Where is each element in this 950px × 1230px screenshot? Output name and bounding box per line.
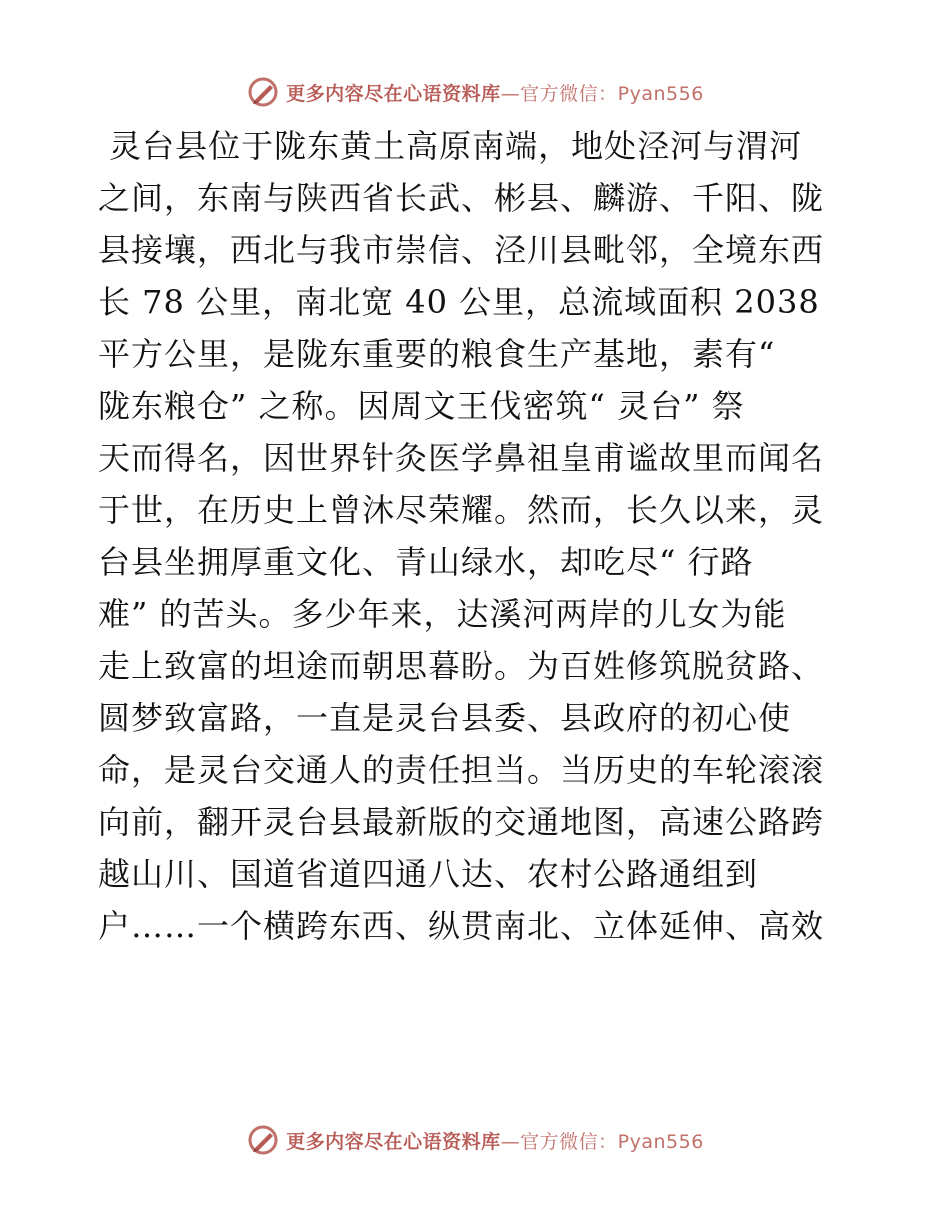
article-line: 越山川、国道省道四通八达、农村公路通组到 [98,855,759,893]
article-line: 圆梦致富路，一直是灵台县委、县政府的初心使 [98,699,792,737]
article-line: 向前，翻开灵台县最新版的交通地图，高速公路跨 [98,803,825,841]
article-line: 台县坐拥厚重文化、青山绿水，却吃尽“ 行路 [98,543,754,581]
header-separator: — [500,82,521,105]
pen-circle-logo-icon [246,75,280,109]
footer-banner-text [286,1127,704,1154]
article-line: 户……一个横跨东西、纵贯南北、立体延伸、高效 [98,907,825,945]
footer-separator: — [500,1130,521,1153]
article-line: 走上致富的坦途而朝思暮盼。为百姓修筑脱贫路、 [98,647,825,685]
header-watermark [0,72,950,112]
article-line: 陇东粮仓” 之称。因周文王伐密筑“ 灵台” 祭 [98,387,745,425]
footer-contact: 官方微信：Pyan556 [520,1130,704,1153]
article-line: 于世，在历史上曾沐尽荣耀。然而，长久以来，灵 [98,491,825,529]
article-line: 灵台县位于陇东黄土高原南端，地处泾河与渭河 [98,127,803,165]
footer-brand: 更多内容尽在心语资料库 [286,1130,501,1153]
article-line: 天而得名，因世界针灸医学鼻祖皇甫谧故里而闻名 [98,439,825,477]
article-line: 长 78 公里，南北宽 40 公里，总流域面积 2038 [98,283,820,321]
article-line: 平方公里，是陇东重要的粮食生产基地，素有“ [98,335,776,373]
header-contact: 官方微信：Pyan556 [520,82,704,105]
pen-circle-logo-icon [246,1123,280,1157]
article-line: 命，是灵台交通人的责任担当。当历史的车轮滚滚 [98,751,825,789]
header-brand: 更多内容尽在心语资料库 [286,82,501,105]
footer-watermark [0,1120,950,1160]
article-body [98,120,858,952]
header-banner-text [286,79,704,106]
article-line: 难” 的苦头。多少年来，达溪河两岸的儿女为能 [98,595,787,633]
article-line: 之间，东南与陕西省长武、彬县、麟游、千阳、陇 [98,179,825,217]
article-line: 县接壤，西北与我市崇信、泾川县毗邻，全境东西 [98,231,825,269]
